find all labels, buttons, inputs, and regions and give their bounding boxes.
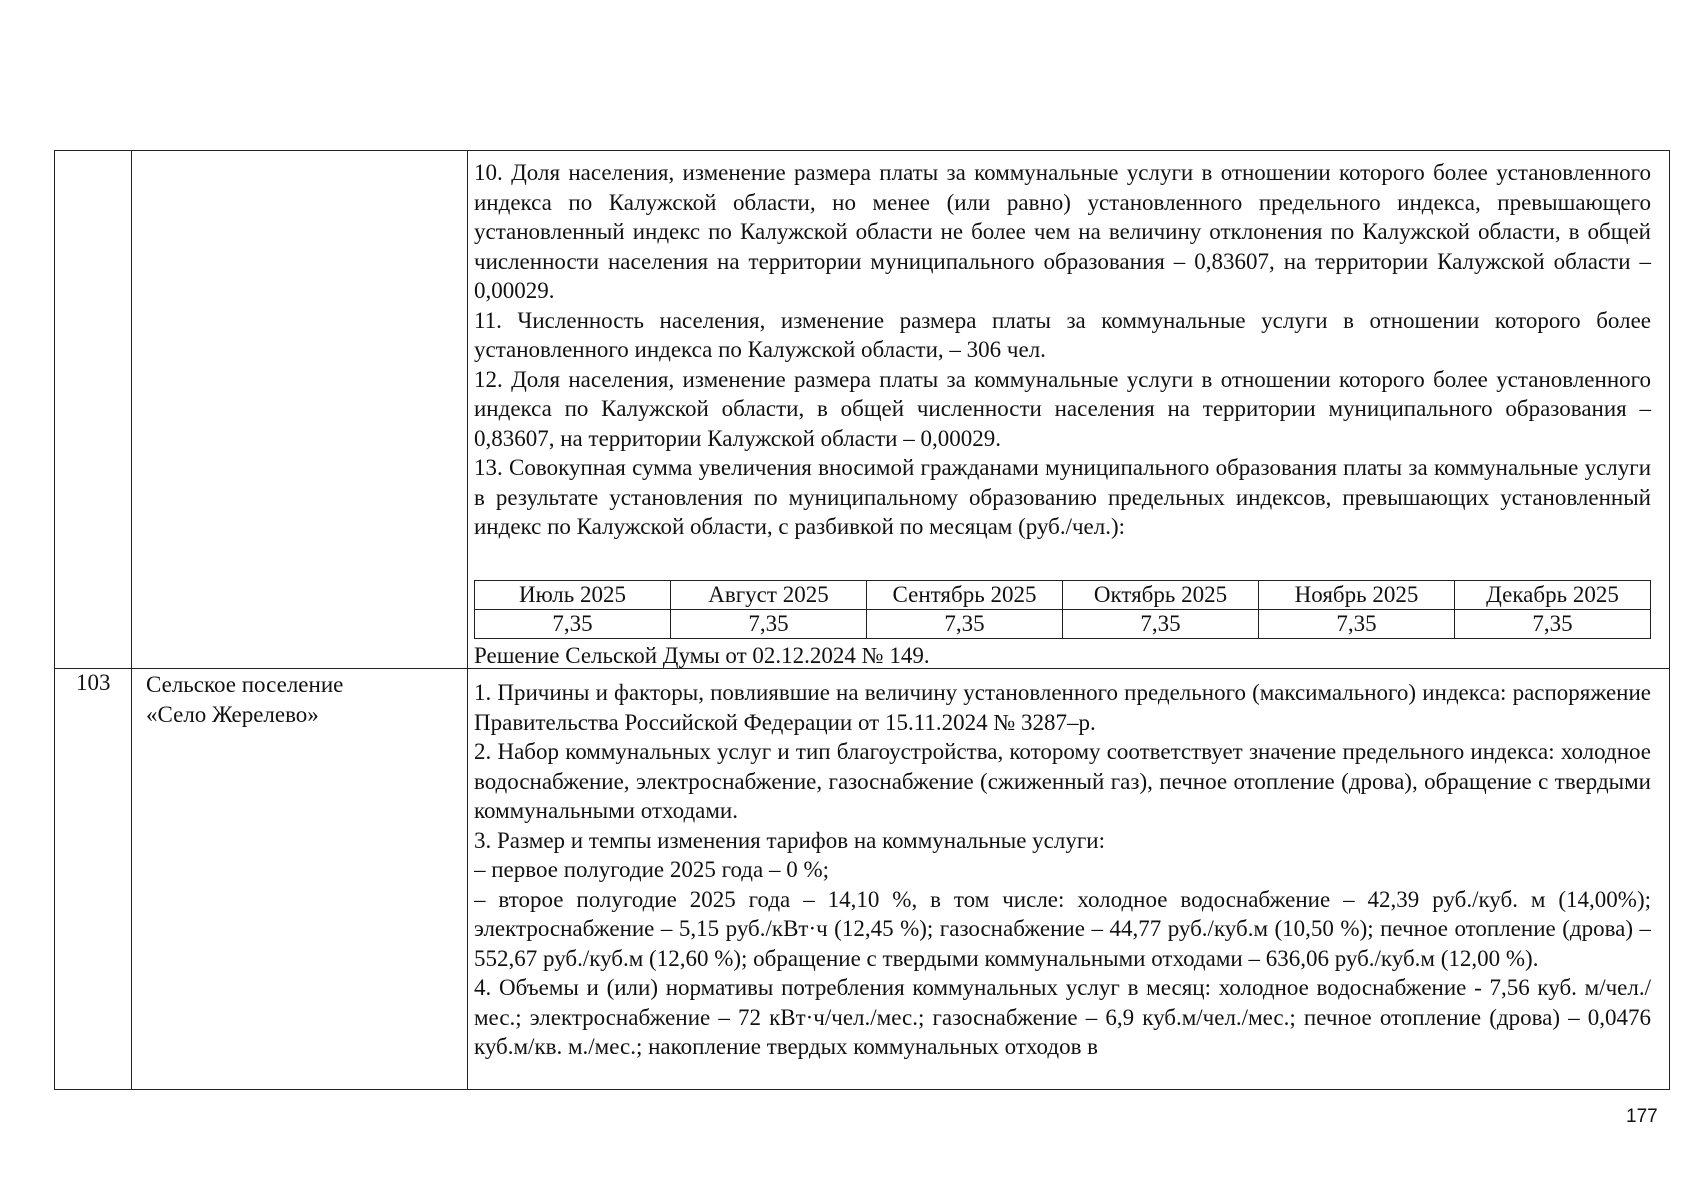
month-cell: Август 2025 xyxy=(671,581,867,610)
month-header-row xyxy=(475,581,1651,610)
settlement-name xyxy=(146,670,456,729)
paragraph-13: 13. Совокупная сумма увеличения вносимой гражданами муниципального образования платы за коммунальные услуги в результате установления по муниципальному образованию предельных индексов, превышающих установленный индекс по Калужской области, с разбивкой по месяцам (руб./чел.): xyxy=(474,455,1651,539)
value-cell: 7,35 xyxy=(671,610,867,639)
paragraph-11: 11. Численность населения, изменение размера платы за коммунальные услуги в отношении которого более установленного индекса по Калужской области, – 306 чел. xyxy=(474,307,1651,362)
monthly-increase-table xyxy=(474,580,1651,639)
page-number: 177 xyxy=(1626,1106,1658,1127)
tariff-first-half: – первое полугодие 2025 года – 0 %; xyxy=(474,857,830,882)
paragraph-10: 10. Доля населения, изменение размера платы за коммунальные услуги в отношении которого более установленного индекса по Калужской области, но менее (или равно) установленного предельного индекса, превышающего установленный индекс по Калужской области не более чем на величину отклонения по Калужской области, в общей численности населения на территории муниципального образования – 0,83607, на территории Калужской области – 0,00029. xyxy=(474,160,1651,303)
value-cell: 7,35 xyxy=(1259,610,1455,639)
month-cell: Июль 2025 xyxy=(475,581,671,610)
value-cell: 7,35 xyxy=(867,610,1063,639)
settlement-name-line1: Сельское поселение xyxy=(146,672,344,697)
paragraph-1: 1. Причины и факторы, повлиявшие на величину установленного предельного (максимального) индекса: распоряжение Правительства Российской Федерации от 15.11.2024 № 3287–р. xyxy=(474,680,1651,735)
value-cell: 7,35 xyxy=(1063,610,1259,639)
tariff-second-half: – второе полугодие 2025 года – 14,10 %, в том числе: холодное водоснабжение – 42,39 руб./куб. м (14,00%); электроснабжение – 5,15 руб./кВт·ч (12,45 %); газоснабжение – 44,77 руб./куб.м (10,50 %); печное отопление (дрова) – 552,67 руб./куб.м (12,60 %); обращение с твердыми коммунальными отходами – 636,06 руб./куб.м (12,00 %). xyxy=(474,886,1651,971)
paragraph-2: 2. Набор коммунальных услуг и тип благоустройства, которому соответствует значение предельного индекса: холодное водоснабжение, электроснабжение, газоснабжение (сжиженный газ), печное отопление (дрова), обращение с твердыми коммунальными отходами. xyxy=(474,739,1651,823)
month-cell: Сентябрь 2025 xyxy=(867,581,1063,610)
decision-text: Решение Сельской Думы от 02.12.2024 № 149. xyxy=(474,643,930,668)
paragraph-12: 12. Доля населения, изменение размера платы за коммунальные услуги в отношении которого более установленного индекса по Калужской области, в общей численности населения на территории муниципального образования – 0,83607, на территории Калужской области – 0,00029. xyxy=(474,366,1651,451)
month-cell: Октябрь 2025 xyxy=(1063,581,1259,610)
month-values-row xyxy=(475,610,1651,639)
col-divider-2 xyxy=(467,151,468,1089)
row-103-content xyxy=(474,678,1651,1088)
row-number: 103 xyxy=(76,670,111,695)
month-cell: Ноябрь 2025 xyxy=(1259,581,1455,610)
value-cell: 7,35 xyxy=(1455,610,1651,639)
settlement-name-line2: «Село Жерелево» xyxy=(146,701,319,727)
month-cell: Декабрь 2025 xyxy=(1455,581,1651,610)
prev-row-content xyxy=(474,158,1651,542)
value-cell: 7,35 xyxy=(475,610,671,639)
paragraph-3: 3. Размер и темпы изменения тарифов на коммунальные услуги: xyxy=(474,827,1105,853)
col-divider-1 xyxy=(131,151,132,1089)
paragraph-4: 4. Объемы и (или) нормативы потребления коммунальных услуг в месяц: холодное водоснабжение - 7,56 куб. м/чел./мес.; электроснабжение – 72 кВт·ч/чел./мес.; газоснабжение – 6,9 куб.м/чел./мес.; печное отопление (дрова) – 0,0476 куб.м/кв. м./мес.; накопление твердых коммунальных отходов в xyxy=(474,975,1651,1059)
